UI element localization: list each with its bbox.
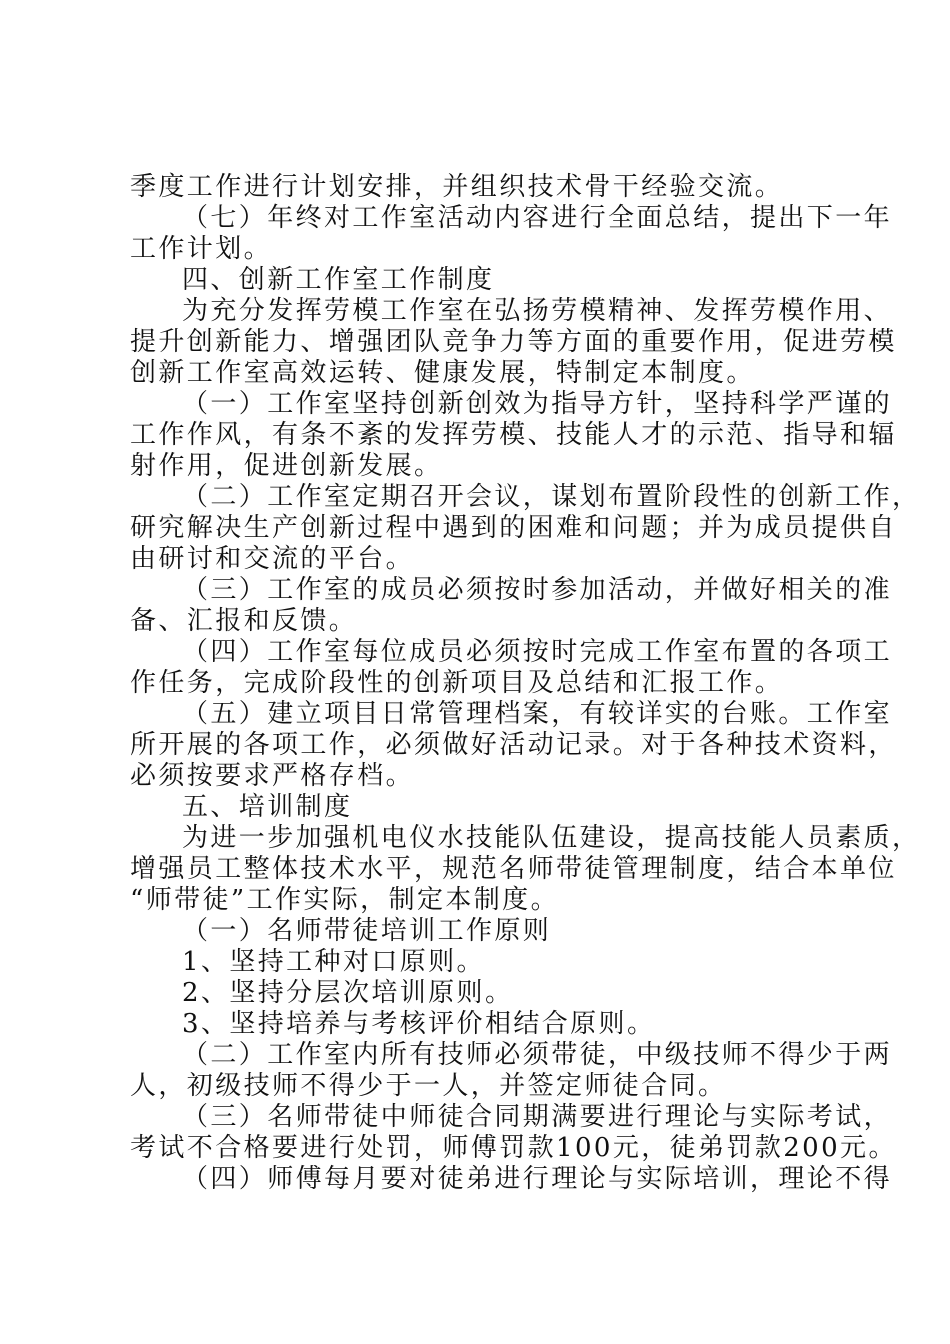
text-line: 所开展的各项工作，必须做好活动记录。对于各种技术资料，	[130, 730, 897, 760]
text-line: 工作计划。	[130, 234, 273, 264]
text-line: （一）工作室坚持创新创效为指导方针，坚持科学严谨的	[182, 389, 893, 419]
text-line: 提升创新能力、增强团队竞争力等方面的重要作用，促进劳模	[130, 327, 897, 357]
section-heading: 五、培训制度	[182, 792, 353, 822]
text-line: “师带徒”工作实际，制定本制度。	[130, 885, 559, 915]
text-line: 工作作风，有条不紊的发挥劳模、技能人才的示范、指导和辐	[130, 420, 897, 450]
text-line: 由研讨和交流的平台。	[130, 544, 415, 574]
text-line: 射作用，促进创新发展。	[130, 451, 443, 481]
document-body	[130, 172, 921, 1195]
text-line: 为充分发挥劳模工作室在弘扬劳模精神、发挥劳模作用、	[182, 296, 893, 326]
text-line: 考试不合格要进行处罚，师傅罚款100元，徒弟罚款200元。	[130, 1133, 897, 1163]
text-line: （二）工作室定期召开会议，谋划布置阶段性的创新工作，	[182, 482, 921, 512]
section-heading: 四、创新工作室工作制度	[182, 265, 495, 295]
list-item: 1、坚持工种对口原则。	[182, 947, 485, 977]
text-line: （七）年终对工作室活动内容进行全面总结，提出下一年	[182, 203, 893, 233]
text-line: 作任务，完成阶段性的创新项目及总结和汇报工作。	[130, 668, 784, 698]
list-item: 3、坚持培养与考核评价相结合原则。	[182, 1009, 656, 1039]
text-line: （二）工作室内所有技师必须带徒，中级技师不得少于两	[182, 1040, 893, 1070]
text-line: （四）工作室每位成员必须按时完成工作室布置的各项工	[182, 637, 893, 667]
subsection-heading: （一）名师带徒培训工作原则	[182, 916, 552, 946]
text-line: （五）建立项目日常管理档案，有较详实的台账。工作室	[182, 699, 893, 729]
text-line: 人，初级技师不得少于一人，并签定师徒合同。	[130, 1071, 727, 1101]
text-line: （四）师傅每月要对徒弟进行理论与实际培训，理论不得	[182, 1164, 893, 1194]
text-line: 季度工作进行计划安排，并组织技术骨干经验交流。	[130, 172, 784, 202]
text-line: （三）名师带徒中师徒合同期满要进行理论与实际考试，	[182, 1102, 893, 1132]
text-line: 增强员工整体技术水平，规范名师带徒管理制度，结合本单位	[130, 854, 897, 884]
list-item: 2、坚持分层次培训原则。	[182, 978, 514, 1008]
text-line: 必须按要求严格存档。	[130, 761, 415, 791]
text-line: 备、汇报和反馈。	[130, 606, 358, 636]
text-line: 创新工作室高效运转、健康发展，特制定本制度。	[130, 358, 755, 388]
text-line: 研究解决生产创新过程中遇到的困难和问题；并为成员提供自	[130, 513, 897, 543]
text-line: （三）工作室的成员必须按时参加活动，并做好相关的准	[182, 575, 893, 605]
text-line: 为进一步加强机电仪水技能队伍建设，提高技能人员素质，	[182, 823, 921, 853]
